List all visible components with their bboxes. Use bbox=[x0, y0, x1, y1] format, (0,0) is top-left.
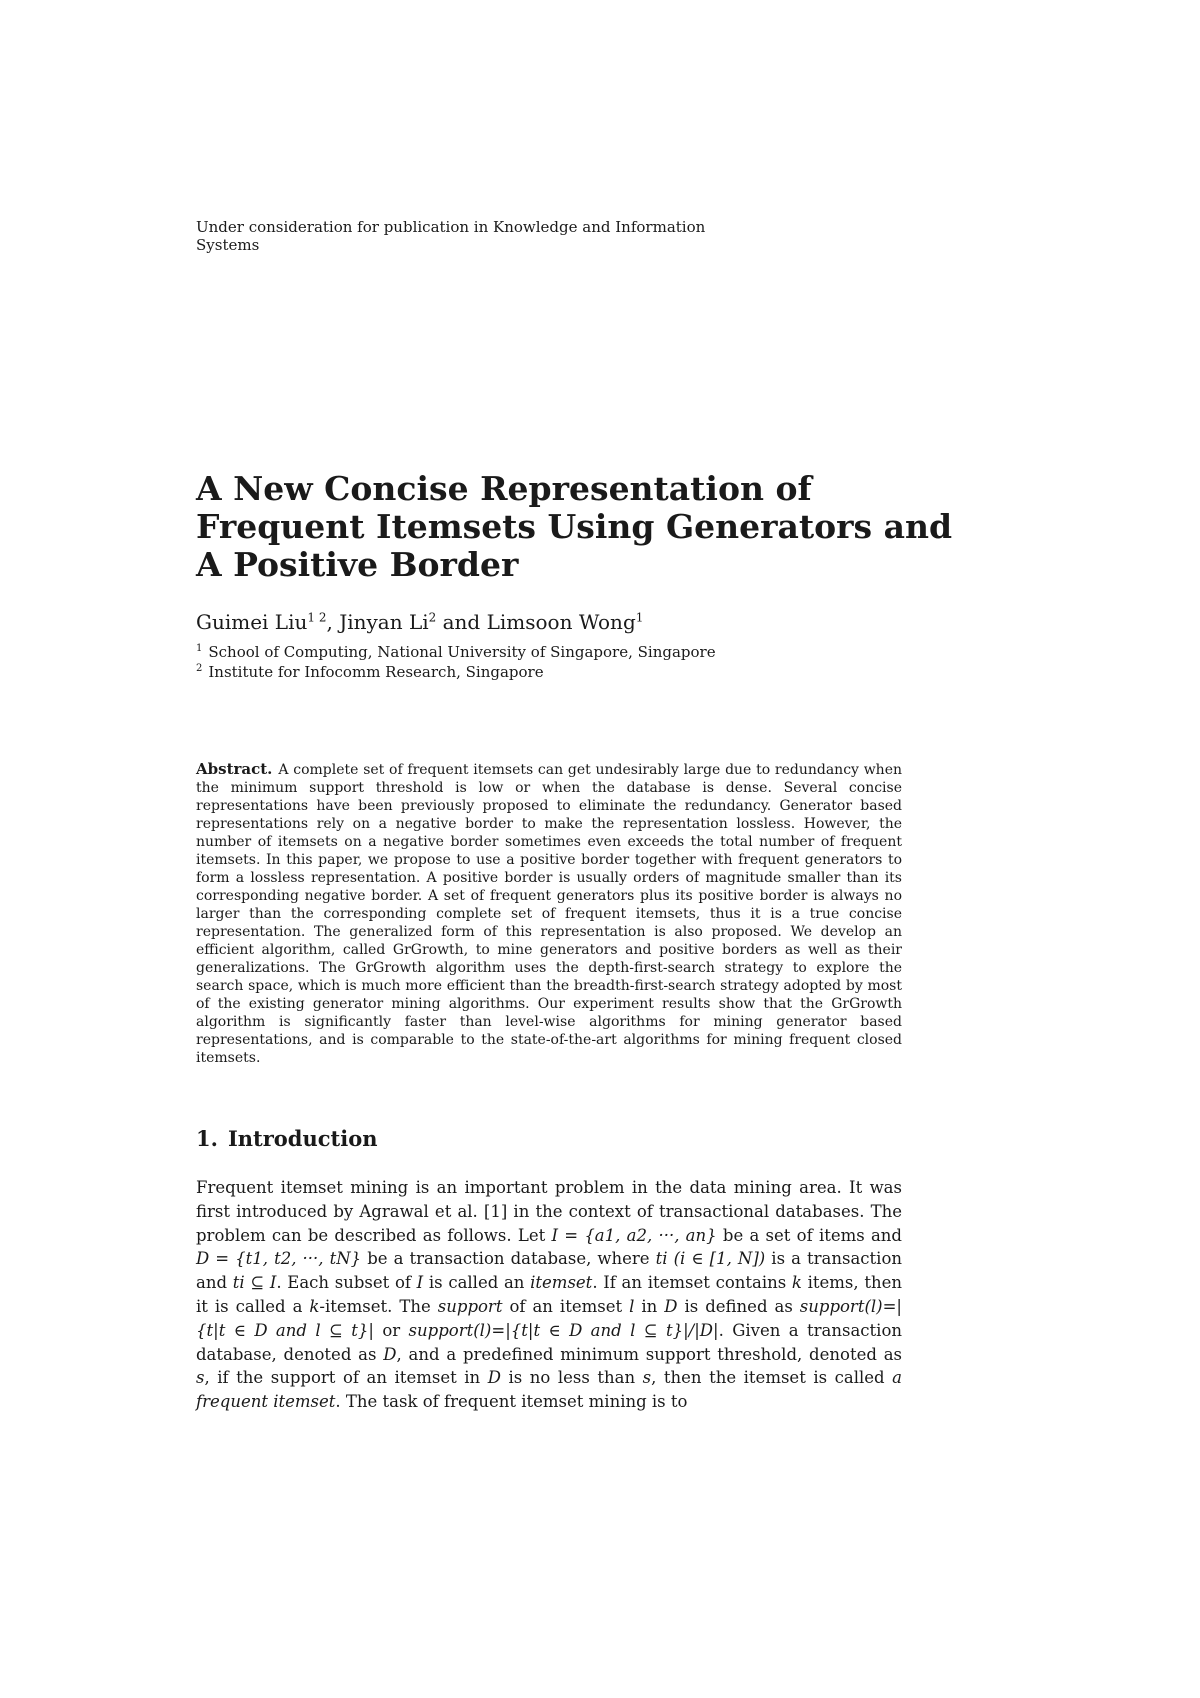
intro-math: k bbox=[309, 1296, 320, 1316]
intro-math: support(l)=|{t|t ∈ D and l ⊆ t}|/|D| bbox=[408, 1320, 719, 1340]
intro-math: I bbox=[416, 1273, 424, 1293]
intro-text: of an itemset bbox=[502, 1296, 630, 1316]
section-heading bbox=[196, 1126, 378, 1152]
author-affiliation-mark: 1 bbox=[635, 610, 644, 625]
affiliation-list bbox=[196, 642, 956, 682]
affiliation-text: School of Computing, National University of Singapore, Singapore bbox=[208, 643, 716, 661]
intro-math: D = {t1, t2, ···, tN} bbox=[196, 1249, 362, 1269]
intro-term: itemset bbox=[530, 1273, 593, 1293]
affiliation-item bbox=[196, 642, 956, 662]
paper-title: A New Concise Representation of Frequent Itemsets Using Generators and A Positive Border bbox=[196, 469, 953, 584]
intro-text: -itemset. The bbox=[319, 1296, 438, 1316]
intro-math: k bbox=[791, 1273, 802, 1293]
intro-text: , if the support of an itemset in bbox=[204, 1368, 488, 1388]
intro-text: be a transaction database, where bbox=[361, 1249, 656, 1269]
intro-math: I = {a1, a2, ···, an} bbox=[551, 1225, 717, 1245]
affiliation-mark: 1 bbox=[196, 643, 203, 654]
section-number: 1. bbox=[196, 1126, 218, 1151]
intro-math: support(l)=|{t|t ∈ D and l ⊆ t}| bbox=[196, 1296, 902, 1340]
intro-text: is called an bbox=[423, 1273, 531, 1293]
abstract-text: A complete set of frequent itemsets can get undesirably large due to redundancy when the minimum support threshold is low or when the database is dense. Several concise representations have been previously proposed to eliminate the redundancy. Generator based representations rely on a negative border to make the representation lossless. However, the number of itemsets on a negative border sometimes even exceeds the total number of frequent itemsets. In this paper, we propose to use a positive border together with frequent generators to form a lossless representation. A positive border is usually orders of magnitude smaller than its corresponding negative border. A set of frequent generators plus its positive border is always no larger than the corresponding complete set of frequent itemsets, thus it is a true concise representation. The generalized form of this representation is also proposed. We develop an efficient algorithm, called GrGrowth, to mine generators and positive borders as well as their generalizations. The GrGrowth algorithm uses the depth-first-search strategy to explore the search space, which is much more efficient than the breadth-first-search strategy adopted by most of the existing generator mining algorithms. Our experiment results show that the GrGrowth algorithm is significantly faster than level-wise algorithms for mining generator based representations, and is comparable to the state-of-the-art algorithms for mining frequent closed itemsets. bbox=[196, 762, 902, 1066]
author-line bbox=[196, 610, 956, 634]
intro-text: , then the itemset is called bbox=[651, 1368, 893, 1388]
intro-text: . Each subset of bbox=[276, 1273, 417, 1293]
intro-text: items, then it is called a bbox=[196, 1273, 902, 1316]
introduction-paragraph bbox=[196, 1176, 902, 1414]
intro-text: is defined as bbox=[677, 1296, 800, 1316]
intro-term: a frequent itemset bbox=[196, 1368, 902, 1412]
author-separator: and bbox=[436, 610, 487, 634]
intro-math: s bbox=[196, 1368, 205, 1388]
intro-text: Frequent itemset mining is an important problem in the data mining area. It was first introduced by Agrawal et al. [1] in the context of transactional databases. The problem can be described as follows. Let bbox=[196, 1178, 902, 1245]
intro-math: D bbox=[664, 1296, 678, 1316]
author-name: Guimei Liu bbox=[196, 610, 308, 634]
abstract-label: Abstract. bbox=[196, 760, 273, 778]
intro-math: s bbox=[642, 1368, 652, 1388]
author-separator: , bbox=[326, 610, 340, 634]
intro-term: support bbox=[437, 1296, 503, 1316]
author-affiliation-mark: 2 bbox=[428, 610, 437, 625]
publication-note: Under consideration for publication in Knowledge and Information Systems bbox=[196, 218, 706, 254]
affiliation-item bbox=[196, 662, 956, 682]
intro-text: is no less than bbox=[500, 1368, 643, 1388]
intro-math: ti ⊆ I bbox=[232, 1273, 277, 1293]
intro-text: . Given a transaction database, denoted as bbox=[196, 1320, 903, 1364]
affiliation-mark: 2 bbox=[196, 663, 203, 674]
abstract bbox=[196, 760, 902, 1067]
intro-math: D bbox=[487, 1368, 501, 1388]
intro-text: be a set of items and bbox=[716, 1225, 902, 1245]
intro-text: or bbox=[373, 1320, 409, 1340]
author-affiliation-mark: 1 2 bbox=[307, 610, 327, 625]
intro-text: , and a predefined minimum support threshold, denoted as bbox=[396, 1344, 902, 1364]
intro-text: in bbox=[634, 1296, 665, 1316]
affiliation-text: Institute for Infocomm Research, Singapore bbox=[208, 663, 544, 681]
section-title: Introduction bbox=[227, 1126, 378, 1151]
intro-text: is a transaction and bbox=[196, 1249, 903, 1293]
intro-text: . The task of frequent itemset mining is to bbox=[335, 1392, 688, 1412]
author-name: Jinyan Li bbox=[339, 610, 429, 634]
intro-text: . If an itemset contains bbox=[592, 1273, 792, 1293]
author-name: Limsoon Wong bbox=[486, 610, 636, 634]
intro-math: D bbox=[383, 1344, 397, 1364]
intro-math: ti (i ∈ [1, N]) bbox=[655, 1249, 766, 1269]
intro-math: l bbox=[629, 1296, 635, 1316]
